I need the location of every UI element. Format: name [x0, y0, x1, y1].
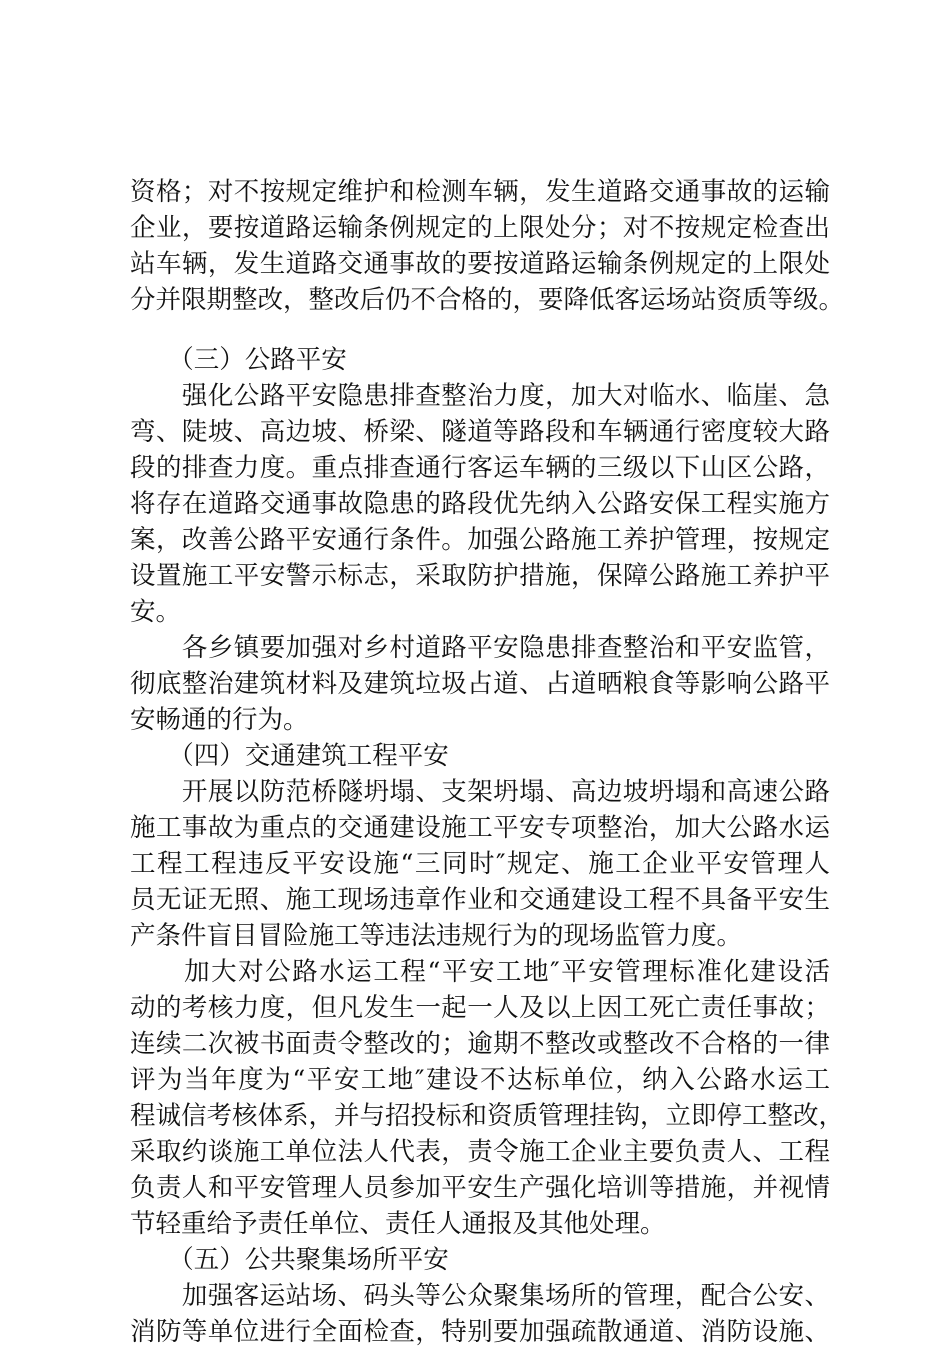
- text-line: 评为当年度为“平安工地″建设不达标单位，纳入公路水运工: [130, 1065, 830, 1095]
- text-line: 段的排查力度。重点排查通行客运车辆的三级以下山区公路，: [130, 453, 830, 483]
- text-line: 节轻重给予责任单位、责任人通报及其他处理。: [130, 1209, 666, 1239]
- text-line: 消防等单位进行全面检查，特别要加强疏散通道、消防设施、: [130, 1317, 830, 1347]
- section-heading-5: （五）公共聚集场所平安: [130, 1245, 449, 1275]
- text-line: 程诚信考核体系，并与招投标和资质管理挂钩，立即停工整改，: [130, 1101, 845, 1131]
- text-line: 施工事故为重点的交通建设施工平安专项整治，加大公路水运: [130, 813, 830, 843]
- text-line: 工程工程违反平安设施“三同时″规定、施工企业平安管理人: [130, 849, 830, 879]
- text-line: 各乡镇要加强对乡村道路平安隐患排查整治和平安监管，: [130, 633, 830, 663]
- text-line: 员无证无照、施工现场违章作业和交通建设工程不具备平安生: [130, 885, 830, 915]
- text-line: 开展以防范桥隧坍塌、支架坍塌、高边坡坍塌和高速公路: [130, 777, 830, 807]
- text-line: 分并限期整改，整改后仍不合格的，要降低客运场站资质等级。: [130, 285, 845, 315]
- text-line: 安。: [130, 597, 182, 627]
- text-line: 强化公路平安隐患排查整治力度，加大对临水、临崖、急: [130, 381, 830, 411]
- section-heading-4: （四）交通建筑工程平安: [130, 741, 449, 771]
- text-line: 将存在道路交通事故隐患的路段优先纳入公路安保工程实施方: [130, 489, 830, 519]
- text-line: 加大对公路水运工程“平安工地″平安管理标准化建设活: [130, 957, 830, 987]
- section-heading-3: （三）公路平安: [130, 345, 347, 375]
- text-line: 站车辆，发生道路交通事故的要按道路运输条例规定的上限处: [130, 249, 830, 279]
- text-line: 加强客运站场、码头等公众聚集场所的管理，配合公安、: [130, 1281, 830, 1311]
- text-line: 设置施工平安警示标志，采取防护措施，保障公路施工养护平: [130, 561, 830, 591]
- text-line: 动的考核力度，但凡发生一起一人及以上因工死亡责任事故；: [130, 993, 830, 1023]
- text-line: 产条件盲目冒险施工等违法违规行为的现场监管力度。: [130, 921, 743, 951]
- text-line: 企业，要按道路运输条例规定的上限处分；对不按规定检查出: [130, 213, 830, 243]
- text-line: 连续二次被书面责令整改的；逾期不整改或整改不合格的一律: [130, 1029, 830, 1059]
- text-line: 采取约谈施工单位法人代表，责令施工企业主要负责人、工程: [130, 1137, 830, 1167]
- text-line: 资格；对不按规定维护和检测车辆，发生道路交通事故的运输: [130, 177, 830, 207]
- text-line: 案，改善公路平安通行条件。加强公路施工养护管理，按规定: [130, 525, 830, 555]
- text-line: 负责人和平安管理人员参加平安生产强化培训等措施，并视情: [130, 1173, 830, 1203]
- text-line: 彻底整治建筑材料及建筑垃圾占道、占道晒粮食等影响公路平: [130, 669, 830, 699]
- text-line: 安畅通的行为。: [130, 705, 309, 735]
- text-line: 弯、陡坡、高边坡、桥梁、隧道等路段和车辆通行密度较大路: [130, 417, 830, 447]
